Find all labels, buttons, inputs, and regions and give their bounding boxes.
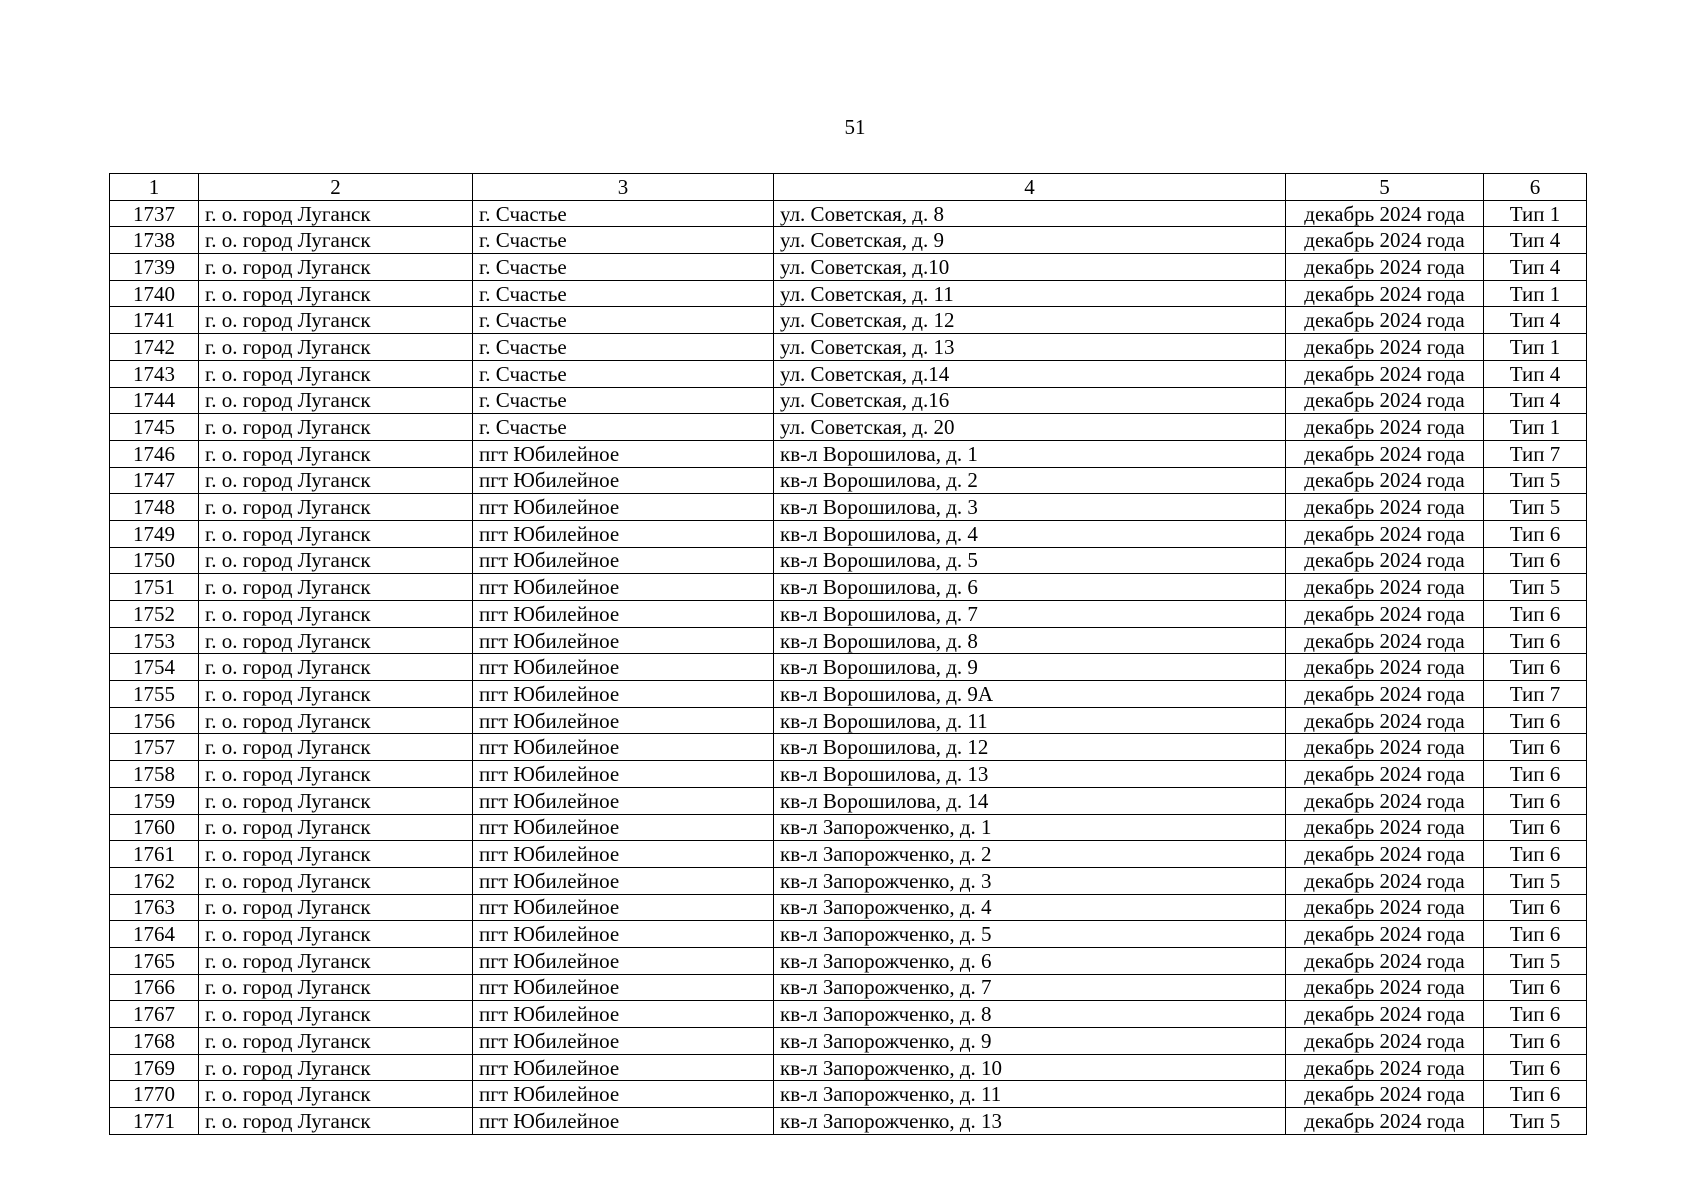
district-cell: г. о. город Луганск [199,1028,473,1055]
district-cell: г. о. город Луганск [199,734,473,761]
address-cell: кв-л Запорожченко, д. 1 [774,814,1286,841]
district-cell: г. о. город Луганск [199,707,473,734]
address-cell: ул. Советская, д. 9 [774,227,1286,254]
settlement-cell: г. Счастье [473,227,774,254]
settlement-cell: пгт Юбилейное [473,761,774,788]
row-number-cell: 1745 [110,414,199,441]
table-row [110,894,1587,921]
date-cell: декабрь 2024 года [1286,467,1484,494]
row-number-cell: 1763 [110,894,199,921]
settlement-cell: пгт Юбилейное [473,1001,774,1028]
district-cell: г. о. город Луганск [199,841,473,868]
settlement-cell: пгт Юбилейное [473,520,774,547]
district-cell: г. о. город Луганск [199,867,473,894]
table-row [110,947,1587,974]
date-cell: декабрь 2024 года [1286,761,1484,788]
type-cell: Тип 7 [1484,440,1587,467]
district-cell: г. о. город Луганск [199,814,473,841]
type-cell: Тип 6 [1484,1054,1587,1081]
date-cell: декабрь 2024 года [1286,494,1484,521]
row-number-cell: 1760 [110,814,199,841]
type-cell: Тип 6 [1484,1001,1587,1028]
date-cell: декабрь 2024 года [1286,280,1484,307]
settlement-cell: г. Счастье [473,280,774,307]
address-cell: кв-л Запорожченко, д. 11 [774,1081,1286,1108]
address-cell: кв-л Ворошилова, д. 13 [774,761,1286,788]
address-cell: кв-л Ворошилова, д. 9А [774,681,1286,708]
type-cell: Тип 1 [1484,334,1587,361]
date-cell: декабрь 2024 года [1286,1028,1484,1055]
table-row [110,1054,1587,1081]
type-cell: Тип 6 [1484,1028,1587,1055]
row-number-cell: 1757 [110,734,199,761]
address-cell: кв-л Ворошилова, д. 4 [774,520,1286,547]
address-cell: кв-л Запорожченко, д. 8 [774,1001,1286,1028]
district-cell: г. о. город Луганск [199,601,473,628]
row-number-cell: 1758 [110,761,199,788]
table-row [110,360,1587,387]
address-cell: кв-л Запорожченко, д. 6 [774,947,1286,974]
settlement-cell: г. Счастье [473,307,774,334]
row-number-cell: 1764 [110,921,199,948]
settlement-cell: пгт Юбилейное [473,894,774,921]
district-cell: г. о. город Луганск [199,1108,473,1135]
district-cell: г. о. город Луганск [199,894,473,921]
row-number-cell: 1752 [110,601,199,628]
type-cell: Тип 5 [1484,947,1587,974]
table-row [110,1028,1587,1055]
address-cell: ул. Советская, д.16 [774,387,1286,414]
address-cell: ул. Советская, д.14 [774,360,1286,387]
table-row [110,440,1587,467]
date-cell: декабрь 2024 года [1286,814,1484,841]
district-cell: г. о. город Луганск [199,1054,473,1081]
date-cell: декабрь 2024 года [1286,921,1484,948]
table-row [110,1001,1587,1028]
district-cell: г. о. город Луганск [199,520,473,547]
row-number-cell: 1744 [110,387,199,414]
header-col-2: 2 [199,174,473,201]
header-col-1: 1 [110,174,199,201]
address-cell: кв-л Ворошилова, д. 1 [774,440,1286,467]
date-cell: декабрь 2024 года [1286,334,1484,361]
table-row [110,574,1587,601]
row-number-cell: 1767 [110,1001,199,1028]
row-number-cell: 1739 [110,254,199,281]
row-number-cell: 1740 [110,280,199,307]
date-cell: декабрь 2024 года [1286,894,1484,921]
registry-table [109,173,1587,1135]
type-cell: Тип 6 [1484,520,1587,547]
settlement-cell: г. Счастье [473,360,774,387]
row-number-cell: 1759 [110,787,199,814]
district-cell: г. о. город Луганск [199,654,473,681]
row-number-cell: 1737 [110,200,199,227]
row-number-cell: 1738 [110,227,199,254]
type-cell: Тип 4 [1484,254,1587,281]
settlement-cell: пгт Юбилейное [473,601,774,628]
address-cell: кв-л Ворошилова, д. 8 [774,627,1286,654]
district-cell: г. о. город Луганск [199,467,473,494]
settlement-cell: пгт Юбилейное [473,654,774,681]
row-number-cell: 1770 [110,1081,199,1108]
row-number-cell: 1754 [110,654,199,681]
type-cell: Тип 6 [1484,921,1587,948]
date-cell: декабрь 2024 года [1286,440,1484,467]
type-cell: Тип 6 [1484,974,1587,1001]
district-cell: г. о. город Луганск [199,227,473,254]
date-cell: декабрь 2024 года [1286,1054,1484,1081]
district-cell: г. о. город Луганск [199,627,473,654]
header-col-6: 6 [1484,174,1587,201]
table-row [110,494,1587,521]
type-cell: Тип 6 [1484,894,1587,921]
page-number: 51 [844,115,866,139]
date-cell: декабрь 2024 года [1286,627,1484,654]
address-cell: кв-л Запорожченко, д. 3 [774,867,1286,894]
settlement-cell: пгт Юбилейное [473,734,774,761]
table-row [110,280,1587,307]
table-row [110,414,1587,441]
type-cell: Тип 6 [1484,601,1587,628]
date-cell: декабрь 2024 года [1286,681,1484,708]
address-cell: ул. Советская, д. 20 [774,414,1286,441]
settlement-cell: пгт Юбилейное [473,1108,774,1135]
type-cell: Тип 5 [1484,867,1587,894]
date-cell: декабрь 2024 года [1286,574,1484,601]
address-cell: ул. Советская, д.10 [774,254,1286,281]
row-number-cell: 1753 [110,627,199,654]
district-cell: г. о. город Луганск [199,280,473,307]
table-row [110,787,1587,814]
settlement-cell: пгт Юбилейное [473,494,774,521]
address-cell: кв-л Запорожченко, д. 13 [774,1108,1286,1135]
row-number-cell: 1769 [110,1054,199,1081]
settlement-cell: г. Счастье [473,254,774,281]
row-number-cell: 1749 [110,520,199,547]
settlement-cell: г. Счастье [473,200,774,227]
address-cell: кв-л Запорожченко, д. 10 [774,1054,1286,1081]
district-cell: г. о. город Луганск [199,200,473,227]
district-cell: г. о. город Луганск [199,787,473,814]
table-row [110,200,1587,227]
address-cell: кв-л Ворошилова, д. 11 [774,707,1286,734]
date-cell: декабрь 2024 года [1286,227,1484,254]
date-cell: декабрь 2024 года [1286,947,1484,974]
type-cell: Тип 6 [1484,787,1587,814]
date-cell: декабрь 2024 года [1286,841,1484,868]
type-cell: Тип 6 [1484,814,1587,841]
row-number-cell: 1751 [110,574,199,601]
settlement-cell: пгт Юбилейное [473,681,774,708]
table-row [110,814,1587,841]
date-cell: декабрь 2024 года [1286,547,1484,574]
district-cell: г. о. город Луганск [199,921,473,948]
date-cell: декабрь 2024 года [1286,787,1484,814]
table-row [110,1108,1587,1135]
type-cell: Тип 5 [1484,574,1587,601]
settlement-cell: пгт Юбилейное [473,440,774,467]
date-cell: декабрь 2024 года [1286,414,1484,441]
settlement-cell: пгт Юбилейное [473,814,774,841]
table-row [110,387,1587,414]
address-cell: кв-л Запорожченко, д. 5 [774,921,1286,948]
row-number-cell: 1748 [110,494,199,521]
row-number-cell: 1755 [110,681,199,708]
table-row [110,627,1587,654]
settlement-cell: г. Счастье [473,387,774,414]
type-cell: Тип 5 [1484,467,1587,494]
header-col-3: 3 [473,174,774,201]
address-cell: ул. Советская, д. 11 [774,280,1286,307]
address-cell: кв-л Ворошилова, д. 3 [774,494,1286,521]
date-cell: декабрь 2024 года [1286,200,1484,227]
settlement-cell: пгт Юбилейное [473,974,774,1001]
type-cell: Тип 6 [1484,841,1587,868]
date-cell: декабрь 2024 года [1286,1081,1484,1108]
type-cell: Тип 4 [1484,227,1587,254]
district-cell: г. о. город Луганск [199,360,473,387]
type-cell: Тип 6 [1484,1081,1587,1108]
table-row [110,334,1587,361]
address-cell: кв-л Ворошилова, д. 2 [774,467,1286,494]
header-col-4: 4 [774,174,1286,201]
address-cell: кв-л Запорожченко, д. 7 [774,974,1286,1001]
date-cell: декабрь 2024 года [1286,360,1484,387]
district-cell: г. о. город Луганск [199,974,473,1001]
address-cell: ул. Советская, д. 8 [774,200,1286,227]
row-number-cell: 1756 [110,707,199,734]
district-cell: г. о. город Луганск [199,574,473,601]
settlement-cell: пгт Юбилейное [473,947,774,974]
row-number-cell: 1747 [110,467,199,494]
settlement-cell: пгт Юбилейное [473,707,774,734]
table-body [110,200,1587,1134]
date-cell: декабрь 2024 года [1286,974,1484,1001]
settlement-cell: пгт Юбилейное [473,787,774,814]
row-number-cell: 1771 [110,1108,199,1135]
table-row [110,601,1587,628]
table-row [110,254,1587,281]
address-cell: ул. Советская, д. 13 [774,334,1286,361]
date-cell: декабрь 2024 года [1286,867,1484,894]
table-row [110,654,1587,681]
settlement-cell: пгт Юбилейное [473,1054,774,1081]
type-cell: Тип 1 [1484,280,1587,307]
address-cell: кв-л Ворошилова, д. 14 [774,787,1286,814]
date-cell: декабрь 2024 года [1286,707,1484,734]
date-cell: декабрь 2024 года [1286,734,1484,761]
district-cell: г. о. город Луганск [199,547,473,574]
table-row [110,867,1587,894]
type-cell: Тип 4 [1484,387,1587,414]
table-row [110,227,1587,254]
table-row [110,520,1587,547]
table-header [110,174,1587,201]
row-number-cell: 1742 [110,334,199,361]
settlement-cell: пгт Юбилейное [473,1081,774,1108]
settlement-cell: пгт Юбилейное [473,627,774,654]
type-cell: Тип 6 [1484,627,1587,654]
type-cell: Тип 1 [1484,414,1587,441]
date-cell: декабрь 2024 года [1286,1108,1484,1135]
address-cell: ул. Советская, д. 12 [774,307,1286,334]
district-cell: г. о. город Луганск [199,681,473,708]
district-cell: г. о. город Луганск [199,494,473,521]
address-cell: кв-л Ворошилова, д. 6 [774,574,1286,601]
district-cell: г. о. город Луганск [199,440,473,467]
settlement-cell: пгт Юбилейное [473,921,774,948]
address-cell: кв-л Ворошилова, д. 12 [774,734,1286,761]
settlement-cell: пгт Юбилейное [473,867,774,894]
type-cell: Тип 4 [1484,360,1587,387]
date-cell: декабрь 2024 года [1286,654,1484,681]
type-cell: Тип 6 [1484,547,1587,574]
address-cell: кв-л Ворошилова, д. 5 [774,547,1286,574]
table-row [110,921,1587,948]
settlement-cell: г. Счастье [473,414,774,441]
date-cell: декабрь 2024 года [1286,387,1484,414]
type-cell: Тип 6 [1484,707,1587,734]
settlement-cell: пгт Юбилейное [473,547,774,574]
table-row [110,681,1587,708]
table-row [110,1081,1587,1108]
table-row [110,707,1587,734]
date-cell: декабрь 2024 года [1286,1001,1484,1028]
table-row [110,974,1587,1001]
settlement-cell: г. Счастье [473,334,774,361]
settlement-cell: пгт Юбилейное [473,574,774,601]
type-cell: Тип 6 [1484,734,1587,761]
settlement-cell: пгт Юбилейное [473,1028,774,1055]
date-cell: декабрь 2024 года [1286,601,1484,628]
district-cell: г. о. город Луганск [199,387,473,414]
table-row [110,841,1587,868]
district-cell: г. о. город Луганск [199,414,473,441]
row-number-cell: 1750 [110,547,199,574]
row-number-cell: 1762 [110,867,199,894]
table-row [110,734,1587,761]
district-cell: г. о. город Луганск [199,307,473,334]
row-number-cell: 1765 [110,947,199,974]
table-row [110,761,1587,788]
settlement-cell: пгт Юбилейное [473,841,774,868]
row-number-cell: 1746 [110,440,199,467]
address-cell: кв-л Запорожченко, д. 9 [774,1028,1286,1055]
table-row [110,307,1587,334]
district-cell: г. о. город Луганск [199,1001,473,1028]
type-cell: Тип 7 [1484,681,1587,708]
table-row [110,547,1587,574]
settlement-cell: пгт Юбилейное [473,467,774,494]
address-cell: кв-л Ворошилова, д. 7 [774,601,1286,628]
address-cell: кв-л Запорожченко, д. 2 [774,841,1286,868]
type-cell: Тип 6 [1484,654,1587,681]
type-cell: Тип 6 [1484,761,1587,788]
header-col-5: 5 [1286,174,1484,201]
date-cell: декабрь 2024 года [1286,307,1484,334]
row-number-cell: 1743 [110,360,199,387]
date-cell: декабрь 2024 года [1286,520,1484,547]
district-cell: г. о. город Луганск [199,254,473,281]
address-cell: кв-л Запорожченко, д. 4 [774,894,1286,921]
date-cell: декабрь 2024 года [1286,254,1484,281]
district-cell: г. о. город Луганск [199,334,473,361]
address-cell: кв-л Ворошилова, д. 9 [774,654,1286,681]
table-row [110,467,1587,494]
type-cell: Тип 4 [1484,307,1587,334]
district-cell: г. о. город Луганск [199,761,473,788]
type-cell: Тип 1 [1484,200,1587,227]
row-number-cell: 1761 [110,841,199,868]
header-row [110,174,1587,201]
district-cell: г. о. город Луганск [199,1081,473,1108]
district-cell: г. о. город Луганск [199,947,473,974]
type-cell: Тип 5 [1484,494,1587,521]
row-number-cell: 1766 [110,974,199,1001]
row-number-cell: 1741 [110,307,199,334]
row-number-cell: 1768 [110,1028,199,1055]
type-cell: Тип 5 [1484,1108,1587,1135]
